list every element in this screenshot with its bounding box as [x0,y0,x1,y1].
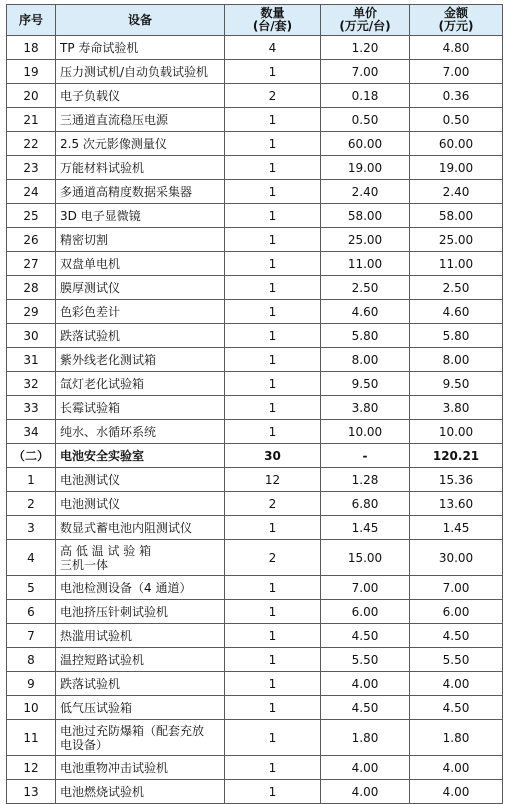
cell-amount: 10.00 [410,420,503,444]
cell-unit-price: 4.00 [321,672,410,696]
cell-no: 22 [7,132,56,156]
section-amount: 120.21 [410,444,503,468]
cell-equipment: 电池测试仪 [56,468,225,492]
cell-amount: 5.80 [410,324,503,348]
cell-equipment: 精密切割 [56,228,225,252]
cell-amount: 0.50 [410,108,503,132]
table-row [7,108,503,132]
cell-no: 21 [7,108,56,132]
cell-no: 6 [7,600,56,624]
cell-equipment: 3D 电子显微镜 [56,204,225,228]
cell-no: 27 [7,252,56,276]
cell-unit-price: 58.00 [321,204,410,228]
section-quantity: 30 [225,444,321,468]
cell-equipment: 跌落试验机 [56,324,225,348]
cell-equipment-line1: 电池过充防爆箱（配套充放 [60,723,205,738]
cell-unit-price: 2.40 [321,180,410,204]
cell-no: 20 [7,84,56,108]
cell-unit-price: 9.50 [321,372,410,396]
table-row [7,228,503,252]
table-row [7,324,503,348]
cell-equipment [56,720,225,756]
cell-quantity: 1 [225,516,321,540]
cell-unit-price: 4.60 [321,300,410,324]
cell-equipment: 电池挤压针刺试验机 [56,600,225,624]
cell-quantity: 1 [225,696,321,720]
table-row [7,180,503,204]
cell-no: 3 [7,516,56,540]
cell-equipment: 电池燃烧试验机 [56,780,225,804]
cell-no: 11 [7,720,56,756]
cell-amount: 4.60 [410,300,503,324]
cell-no: 7 [7,624,56,648]
header-unit-price [321,5,410,36]
cell-amount: 7.00 [410,576,503,600]
cell-quantity: 1 [225,108,321,132]
table-row [7,252,503,276]
cell-unit-price: 60.00 [321,132,410,156]
cell-equipment: 数显式蓄电池内阻测试仪 [56,516,225,540]
cell-quantity: 1 [225,228,321,252]
cell-amount: 60.00 [410,132,503,156]
cell-quantity: 1 [225,324,321,348]
header-amount-label: 金额 (万元) [438,6,474,33]
cell-equipment: 膜厚测试仪 [56,276,225,300]
table-row [7,576,503,600]
cell-amount: 4.50 [410,696,503,720]
cell-equipment-line2: 电设备） [60,737,109,752]
cell-quantity: 2 [225,492,321,516]
cell-unit-price: 6.00 [321,600,410,624]
section-unit-price: - [321,444,410,468]
table-row [7,624,503,648]
cell-quantity: 1 [225,396,321,420]
cell-no: 19 [7,60,56,84]
table-row [7,396,503,420]
cell-no: 24 [7,180,56,204]
cell-quantity: 1 [225,576,321,600]
table-row [7,648,503,672]
section-row [7,444,503,468]
table-row [7,348,503,372]
cell-unit-price: 5.80 [321,324,410,348]
header-unit-price-label: 单价 (万元/台) [339,6,391,33]
cell-no: 31 [7,348,56,372]
cell-unit-price: 6.80 [321,492,410,516]
cell-quantity: 1 [225,372,321,396]
cell-no: 33 [7,396,56,420]
cell-equipment: 纯水、水循环系统 [56,420,225,444]
cell-quantity: 1 [225,252,321,276]
table-row [7,132,503,156]
cell-unit-price: 4.50 [321,624,410,648]
section-title: 电池安全实验室 [56,444,225,468]
cell-quantity: 1 [225,420,321,444]
cell-equipment: 多通道高精度数据采集器 [56,180,225,204]
cell-no: 34 [7,420,56,444]
cell-unit-price: 11.00 [321,252,410,276]
table-row [7,672,503,696]
cell-equipment: 色彩色差计 [56,300,225,324]
cell-quantity: 1 [225,720,321,756]
cell-quantity: 1 [225,156,321,180]
cell-amount: 7.00 [410,60,503,84]
cell-equipment: 温控短路试验机 [56,648,225,672]
header-quantity-label: 数量 (台/套) [252,6,293,33]
table-row [7,420,503,444]
cell-quantity: 1 [225,132,321,156]
cell-amount: 2.50 [410,276,503,300]
cell-no: 30 [7,324,56,348]
cell-amount: 3.80 [410,396,503,420]
cell-no: 2 [7,492,56,516]
cell-no: 13 [7,780,56,804]
header-quantity [225,5,321,36]
cell-quantity: 1 [225,348,321,372]
cell-amount: 9.50 [410,372,503,396]
cell-unit-price: 1.45 [321,516,410,540]
table-row [7,60,503,84]
cell-no: 10 [7,696,56,720]
cell-equipment: 氙灯老化试验箱 [56,372,225,396]
cell-unit-price: 5.50 [321,648,410,672]
cell-quantity: 1 [225,600,321,624]
cell-unit-price: 7.00 [321,60,410,84]
cell-equipment: 电池重物冲击试验机 [56,756,225,780]
cell-unit-price: 1.28 [321,468,410,492]
cell-quantity: 1 [225,276,321,300]
cell-quantity: 1 [225,648,321,672]
cell-quantity: 1 [225,180,321,204]
table-row [7,84,503,108]
cell-quantity: 2 [225,540,321,576]
cell-unit-price: 4.00 [321,756,410,780]
table-row [7,600,503,624]
cell-equipment-line1: 高 低 温 试 验 箱 [60,543,152,558]
cell-unit-price: 0.18 [321,84,410,108]
cell-unit-price: 3.80 [321,396,410,420]
cell-quantity: 12 [225,468,321,492]
table-row [7,720,503,756]
cell-no: 1 [7,468,56,492]
cell-amount: 4.00 [410,756,503,780]
cell-no: 26 [7,228,56,252]
cell-amount: 58.00 [410,204,503,228]
cell-equipment: 万能材料试验机 [56,156,225,180]
cell-quantity: 1 [225,624,321,648]
cell-equipment: 压力测试机/自动负载试验机 [56,60,225,84]
cell-unit-price: 10.00 [321,420,410,444]
cell-equipment [56,540,225,576]
table-row [7,36,503,60]
cell-quantity: 1 [225,756,321,780]
cell-no: 12 [7,756,56,780]
cell-equipment: 电池检测设备（4 通道） [56,576,225,600]
cell-no: 28 [7,276,56,300]
cell-amount: 15.36 [410,468,503,492]
cell-equipment: 双盘单电机 [56,252,225,276]
cell-amount: 4.00 [410,780,503,804]
cell-no: 4 [7,540,56,576]
cell-equipment-line2: 三机一体 [60,557,109,572]
cell-amount: 25.00 [410,228,503,252]
cell-amount: 2.40 [410,180,503,204]
cell-equipment: 跌落试验机 [56,672,225,696]
cell-amount: 11.00 [410,252,503,276]
cell-quantity: 1 [225,780,321,804]
cell-equipment: 低气压试验箱 [56,696,225,720]
cell-unit-price: 19.00 [321,156,410,180]
table-row [7,276,503,300]
cell-unit-price: 15.00 [321,540,410,576]
cell-unit-price: 2.50 [321,276,410,300]
cell-no: 29 [7,300,56,324]
section-no: （二） [7,444,56,468]
cell-no: 5 [7,576,56,600]
table-row [7,204,503,228]
cell-equipment: 三通道直流稳压电源 [56,108,225,132]
cell-equipment: 紫外线老化测试箱 [56,348,225,372]
cell-no: 18 [7,36,56,60]
cell-quantity: 1 [225,300,321,324]
cell-quantity: 1 [225,204,321,228]
cell-no: 9 [7,672,56,696]
cell-no: 32 [7,372,56,396]
cell-amount: 19.00 [410,156,503,180]
cell-equipment: 热滥用试验机 [56,624,225,648]
cell-no: 25 [7,204,56,228]
cell-unit-price: 1.80 [321,720,410,756]
table-row [7,300,503,324]
cell-unit-price: 4.50 [321,696,410,720]
cell-amount: 30.00 [410,540,503,576]
cell-quantity: 1 [225,672,321,696]
cell-amount: 4.50 [410,624,503,648]
table-row [7,780,503,804]
cell-quantity: 4 [225,36,321,60]
header-no: 序号 [7,5,56,36]
cell-amount: 6.00 [410,600,503,624]
header-amount [410,5,503,36]
cell-amount: 4.80 [410,36,503,60]
cell-no: 23 [7,156,56,180]
cell-equipment: TP 寿命试验机 [56,36,225,60]
table-row [7,696,503,720]
cell-equipment: 2.5 次元影像测量仪 [56,132,225,156]
table-row [7,468,503,492]
cell-amount: 13.60 [410,492,503,516]
cell-quantity: 1 [225,60,321,84]
cell-no: 8 [7,648,56,672]
cell-unit-price: 7.00 [321,576,410,600]
table-header-row [7,5,503,36]
cell-amount: 4.00 [410,672,503,696]
table-row [7,756,503,780]
cell-equipment: 电子负载仪 [56,84,225,108]
cell-amount: 8.00 [410,348,503,372]
table-row [7,156,503,180]
cell-unit-price: 8.00 [321,348,410,372]
cell-amount: 1.45 [410,516,503,540]
cell-amount: 1.80 [410,720,503,756]
cell-quantity: 2 [225,84,321,108]
cell-equipment: 长霉试验箱 [56,396,225,420]
table-row [7,516,503,540]
cell-amount: 5.50 [410,648,503,672]
cell-unit-price: 0.50 [321,108,410,132]
table-row [7,540,503,576]
cell-equipment: 电池测试仪 [56,492,225,516]
cell-unit-price: 4.00 [321,780,410,804]
table-row [7,492,503,516]
equipment-table [6,4,503,804]
cell-amount: 0.36 [410,84,503,108]
cell-unit-price: 1.20 [321,36,410,60]
header-equipment: 设备 [56,5,225,36]
cell-unit-price: 25.00 [321,228,410,252]
table-row [7,372,503,396]
